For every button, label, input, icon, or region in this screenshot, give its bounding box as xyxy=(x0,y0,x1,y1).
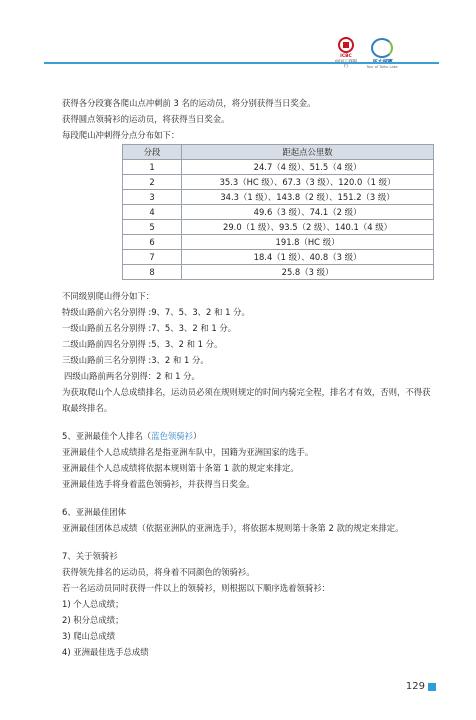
distance-cell: 191.8（HC 级） xyxy=(182,235,434,250)
distance-cell: 24.7（4 级）、51.5（4 级） xyxy=(182,160,434,175)
section5-title xyxy=(38,428,438,444)
section5-line: 亚洲最佳个人总成绩排名是指亚洲车队中，国籍为亚洲国家的选手。 xyxy=(62,447,314,457)
icbc-logo xyxy=(333,37,359,70)
page-content xyxy=(38,95,438,660)
points-note: 为获取爬山个人总成绩排名，运动员必须在规则规定的时间内骑完全程，排名才有效，否则，不得获取最终排名。 xyxy=(62,387,431,413)
section5-line: 亚洲最佳选手将身着蓝色领骑衫，并获得当日奖金。 xyxy=(62,479,255,489)
section7-line: 1) 个人总成绩； xyxy=(62,599,124,609)
stage-cell: 4 xyxy=(123,205,182,220)
distance-cell: 18.4（1 级）、40.8（3 级） xyxy=(182,250,434,265)
table-row xyxy=(123,235,434,250)
section5-title-highlight: 蓝色领骑衫 xyxy=(151,431,193,441)
table-header-distance: 距起点公里数 xyxy=(182,145,434,160)
icbc-logo-icon xyxy=(338,37,354,53)
table-row xyxy=(123,190,434,205)
section7-line: 2) 积分总成绩； xyxy=(62,615,124,625)
section5-title-prefix: 5、亚洲最佳个人排名（ xyxy=(62,431,152,441)
climb-points-table xyxy=(122,144,434,280)
table-row xyxy=(123,265,434,280)
tour-logo xyxy=(364,38,400,70)
distance-cell: 29.0（1 级）、93.5（2 级）、140.1（4 级） xyxy=(182,220,434,235)
distance-cell: 34.3（1 级）、143.8（2 级）、151.2（3 级） xyxy=(182,190,434,205)
table-intro: 每段爬山冲刺得分点分布如下： xyxy=(62,130,180,140)
points-line: 特级山路前六名分别得 :9、7、5、3、2 和 1 分。 xyxy=(62,307,250,317)
page-number xyxy=(406,681,436,692)
table-header-stage: 分段 xyxy=(123,145,182,160)
points-line: 四级山路前两名分别得：2 和 1 分。 xyxy=(64,371,200,381)
stage-cell: 8 xyxy=(123,265,182,280)
stage-cell: 5 xyxy=(123,220,182,235)
table-row xyxy=(123,220,434,235)
stage-cell: 6 xyxy=(123,235,182,250)
section7-title: 7、关于领骑衫 xyxy=(62,551,118,561)
tour-logo-icon xyxy=(371,38,393,58)
stage-cell: 3 xyxy=(123,190,182,205)
stage-cell: 2 xyxy=(123,175,182,190)
section7-line: 3) 爬山总成绩 xyxy=(62,631,116,641)
stage-cell: 7 xyxy=(123,250,182,265)
icbc-logo-cn: 行 xyxy=(343,64,349,69)
section6-title: 6、亚洲最佳团体 xyxy=(62,507,126,517)
section5-line: 亚洲最佳个人总成绩将依据本规则第十条第 1 款的规定来排定。 xyxy=(62,463,299,473)
icbc-logo-en: ICBC xyxy=(340,54,352,59)
stage-cell: 1 xyxy=(123,160,182,175)
tour-logo-sub: Tour of Taihu Lake xyxy=(366,65,398,69)
page-marker-icon xyxy=(428,683,436,691)
table-row xyxy=(123,250,434,265)
prize-line: 获得各分段赛各爬山点冲刺前 3 名的运动员，将分别获得当日奖金。 xyxy=(62,98,316,108)
distance-cell: 25.8（3 级） xyxy=(182,265,434,280)
section7-line: 获得领先排名的运动员，将身着不同颜色的领骑衫。 xyxy=(62,567,255,577)
table-row xyxy=(123,175,434,190)
points-heading: 不同级别爬山得分如下： xyxy=(62,291,155,301)
prize-line: 获得圆点领骑衫的运动员，将获得当日奖金。 xyxy=(62,114,230,124)
distance-cell: 49.6（3 级）、74.1（2 级） xyxy=(182,205,434,220)
section5-title-suffix: ） xyxy=(192,431,202,441)
section6-line: 亚洲最佳团体总成绩（依据亚洲队的亚洲选手），将依据本规则第十条第 2 款的规定来排定。 xyxy=(62,523,404,533)
distance-cell: 35.3（HC 级）、67.3（3 级）、120.0（1 级） xyxy=(182,175,434,190)
points-line: 三级山路前三名分别得 :3、2 和 1 分。 xyxy=(62,355,209,365)
points-line: 一级山路前五名分别得 :7、5、3、2 和 1 分。 xyxy=(62,323,237,333)
table-row xyxy=(123,160,434,175)
page-number-text: 129 xyxy=(405,681,425,692)
table-header-row xyxy=(123,145,434,160)
points-line: 二级山路前四名分别得 :5、3、2 和 1 分。 xyxy=(62,339,223,349)
section7-line: 4) 亚洲最佳选手总成绩 xyxy=(62,647,149,657)
table-row xyxy=(123,205,434,220)
header-divider xyxy=(44,62,439,64)
section7-line: 若一名运动员同时获得一件以上的领骑衫，则根据以下顺序选着领骑衫： xyxy=(62,583,330,593)
